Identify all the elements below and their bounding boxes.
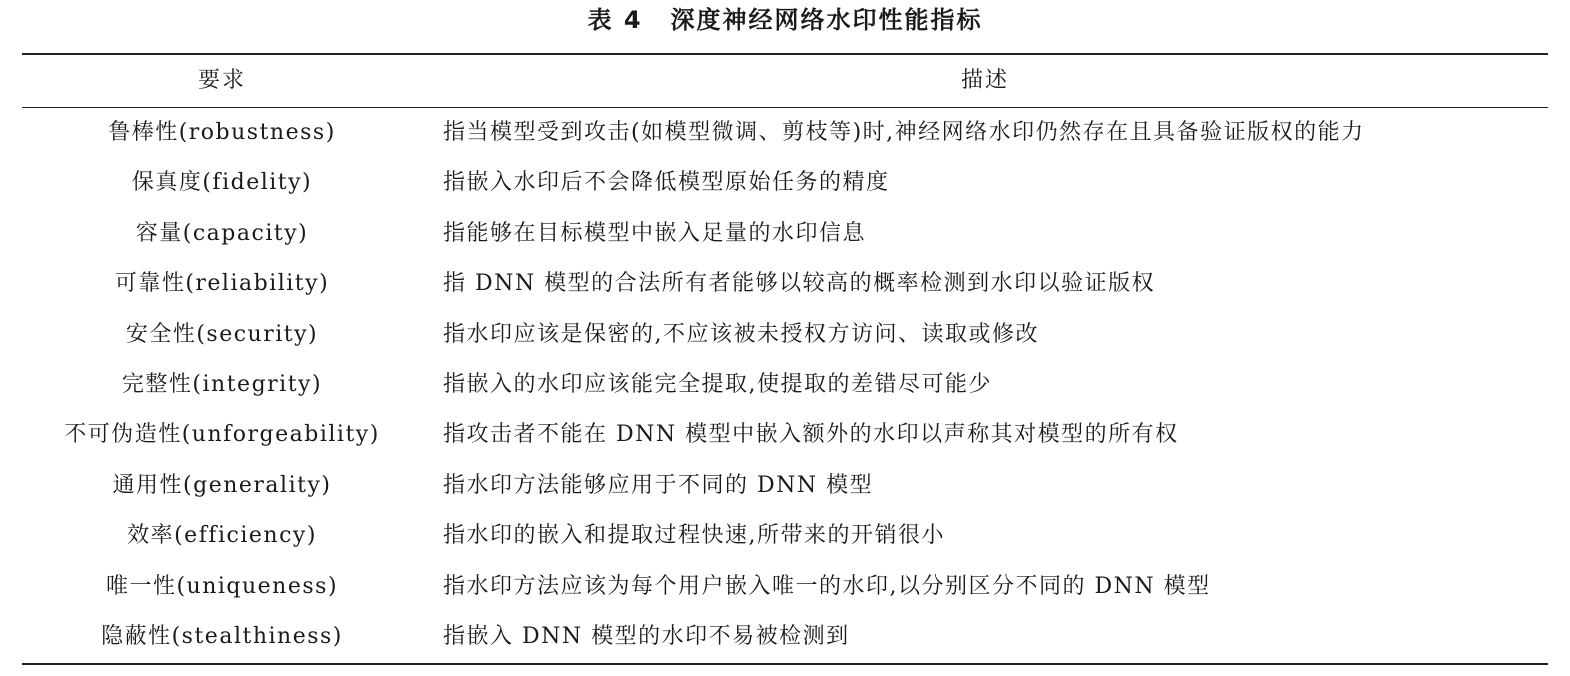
- description-cell: 指当模型受到攻击(如模型微调、剪枝等)时,神经网络水印仍然存在且具备验证版权的能力: [443, 120, 1365, 145]
- description-cell: 指能够在目标模型中嵌入足量的水印信息: [443, 220, 867, 246]
- description-cell: 指嵌入的水印应该能完全提取,使提取的差错尽可能少: [443, 371, 992, 397]
- table-body: [22, 108, 1548, 663]
- requirement-cell: 唯一性(uniqueness): [105, 573, 339, 599]
- description-cell: 指水印的嵌入和提取过程快速,所带来的开销很小: [443, 523, 945, 549]
- table-row: [22, 562, 1548, 612]
- description-cell: 指嵌入水印后不会降低模型原始任务的精度: [443, 170, 890, 196]
- table-row: [22, 259, 1548, 309]
- table-row: [22, 108, 1548, 158]
- header-requirement: 要求: [197, 68, 246, 93]
- table-header-row: [22, 55, 1548, 107]
- table-row: [22, 612, 1548, 662]
- requirement-cell: 可靠性(reliability): [114, 271, 330, 297]
- bottom-rule: [22, 663, 1548, 665]
- description-cell: 指水印应该是保密的,不应该被未授权方访问、读取或修改: [443, 321, 1039, 347]
- table-row: [22, 461, 1548, 511]
- table-row: [22, 410, 1548, 460]
- description-cell: 指攻击者不能在 DNN 模型中嵌入额外的水印以声称其对模型的所有权: [443, 422, 1179, 448]
- table-row: [22, 511, 1548, 561]
- table-row: [22, 158, 1548, 208]
- table-row: [22, 310, 1548, 360]
- requirement-cell: 鲁棒性(robustness): [108, 120, 336, 145]
- requirement-cell: 效率(efficiency): [127, 523, 317, 549]
- description-cell: 指水印方法能够应用于不同的 DNN 模型: [443, 472, 874, 498]
- description-cell: 指水印方法应该为每个用户嵌入唯一的水印,以分别区分不同的 DNN 模型: [443, 573, 1211, 599]
- requirement-cell: 不可伪造性(unforgeability): [64, 422, 380, 448]
- requirement-cell: 通用性(generality): [112, 472, 332, 498]
- description-cell: 指 DNN 模型的合法所有者能够以较高的概率检测到水印以验证版权: [443, 271, 1156, 297]
- table-title: 深度神经网络水印性能指标: [670, 6, 983, 34]
- table-row: [22, 209, 1548, 259]
- requirement-cell: 安全性(security): [125, 321, 319, 347]
- table-number: 表 4: [587, 6, 643, 34]
- description-cell: 指嵌入 DNN 模型的水印不易被检测到: [443, 623, 850, 649]
- requirement-cell: 隐蔽性(stealthiness): [101, 623, 343, 649]
- table-row: [22, 360, 1548, 410]
- requirement-cell: 完整性(integrity): [121, 371, 323, 397]
- header-description: 描述: [960, 68, 1009, 93]
- requirement-cell: 保真度(fidelity): [131, 170, 313, 196]
- requirement-cell: 容量(capacity): [135, 220, 309, 246]
- table-caption: [0, 0, 1570, 40]
